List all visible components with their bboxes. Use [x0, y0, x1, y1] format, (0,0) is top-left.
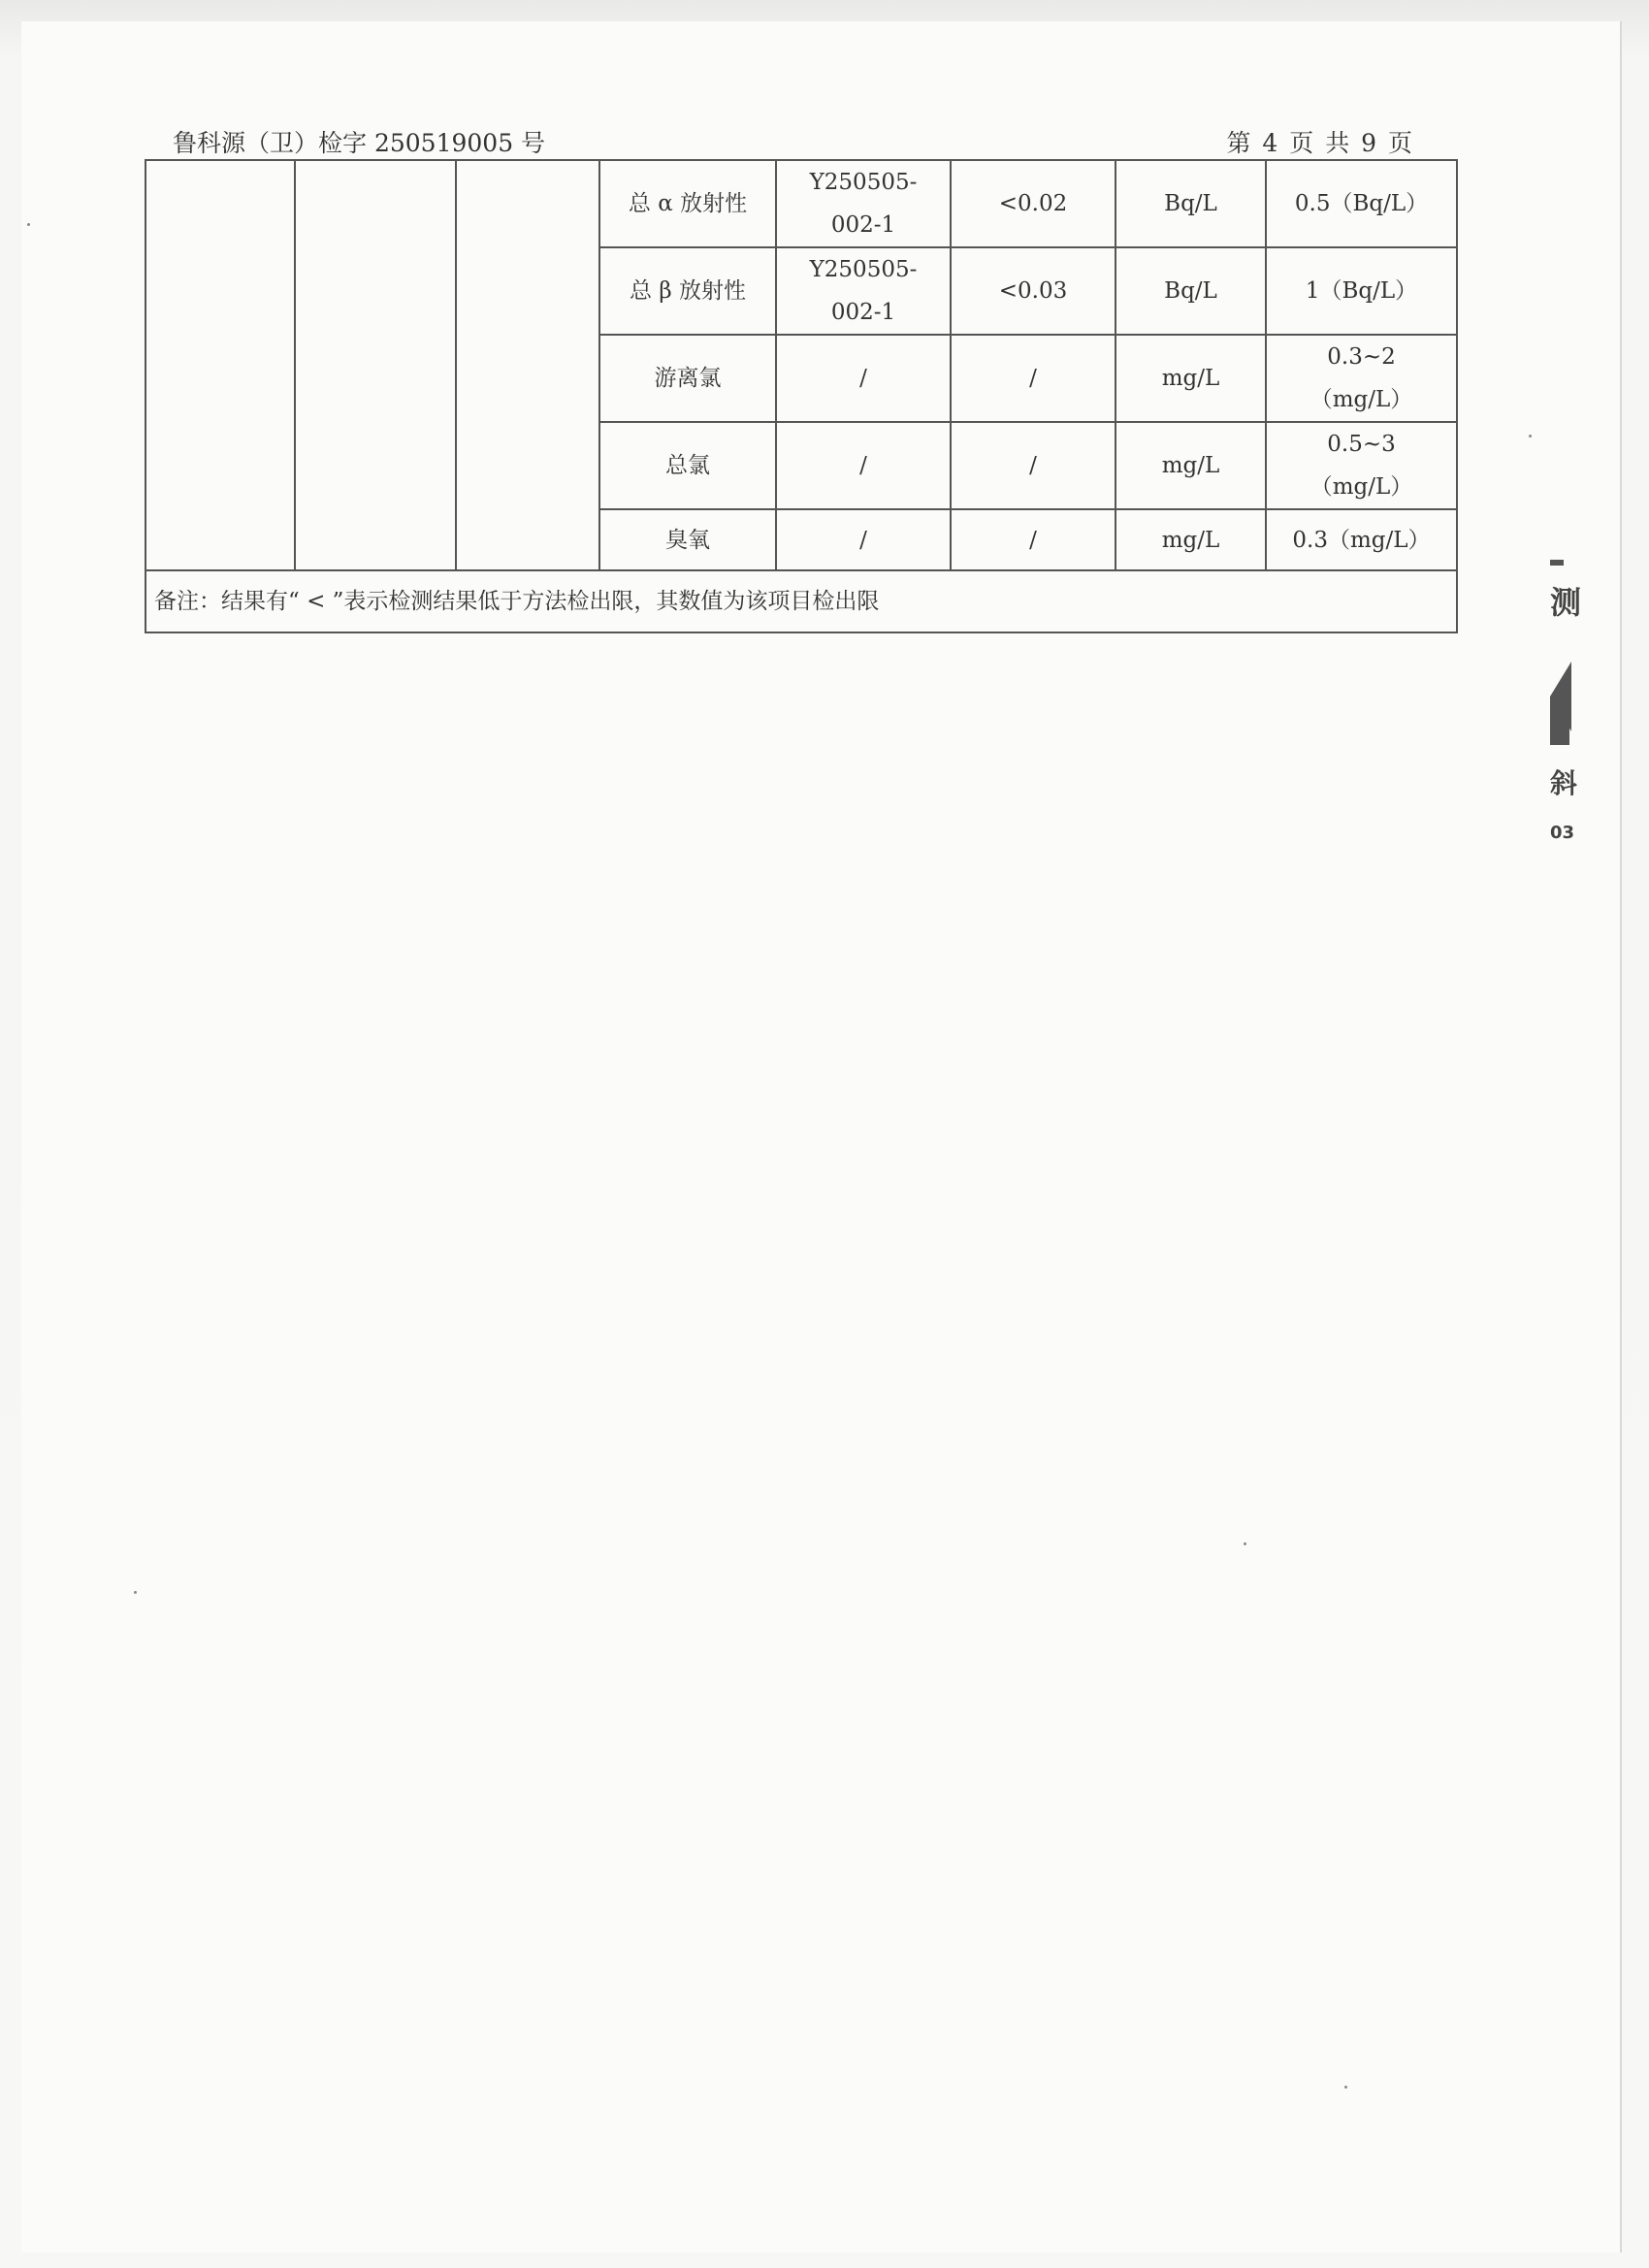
- unit: mg/L: [1116, 509, 1266, 570]
- limit-value: 0.5~3 （mg/L）: [1266, 422, 1457, 509]
- sample-id: Y250505- 002-1: [776, 247, 951, 335]
- unit: mg/L: [1116, 422, 1266, 509]
- report-number: 鲁科源（卫）检字 250519005 号: [173, 129, 546, 157]
- test-results-table: [145, 159, 1458, 633]
- table-row: [146, 570, 1457, 632]
- item-name: 总 α 放射性: [599, 160, 776, 247]
- unit: Bq/L: [1116, 160, 1266, 247]
- table-row: [146, 160, 1457, 247]
- merged-cell-category: [146, 160, 295, 570]
- unit: Bq/L: [1116, 247, 1266, 335]
- sample-id: /: [776, 509, 951, 570]
- merged-cell-standard: [295, 160, 456, 570]
- scan-speck: [1529, 435, 1532, 437]
- scan-speck: [1344, 2086, 1347, 2089]
- seal-fragment-block: [1550, 697, 1569, 745]
- seal-fragment-bar: [1550, 560, 1564, 566]
- unit: mg/L: [1116, 335, 1266, 422]
- limit-value: 0.3~2 （mg/L）: [1266, 335, 1457, 422]
- item-name: 游离氯: [599, 335, 776, 422]
- page-number: 第 4 页 共 9 页: [1226, 129, 1414, 157]
- seal-fragment-code: 03: [1550, 823, 1575, 843]
- limit-value: 0.3（mg/L）: [1266, 509, 1457, 570]
- result-value: /: [951, 422, 1116, 509]
- result-value: <0.03: [951, 247, 1116, 335]
- item-name: 总 β 放射性: [599, 247, 776, 335]
- seal-fragment-char: 测: [1550, 584, 1582, 621]
- sample-id: Y250505- 002-1: [776, 160, 951, 247]
- scan-speck: [134, 1591, 137, 1594]
- seal-fragment-char: 斜: [1550, 767, 1578, 799]
- limit-value: 0.5（Bq/L）: [1266, 160, 1457, 247]
- item-name: 臭氧: [599, 509, 776, 570]
- limit-value: 1（Bq/L）: [1266, 247, 1457, 335]
- scan-speck: [1244, 1542, 1246, 1545]
- scan-speck: [27, 223, 30, 226]
- merged-cell-sample-type: [456, 160, 599, 570]
- result-value: /: [951, 335, 1116, 422]
- item-name: 总氯: [599, 422, 776, 509]
- sample-id: /: [776, 335, 951, 422]
- remarks-note: 备注：结果有“ < ”表示检测结果低于方法检出限，其数值为该项目检出限: [146, 570, 1457, 632]
- result-value: /: [951, 509, 1116, 570]
- result-value: <0.02: [951, 160, 1116, 247]
- page-header: [173, 124, 1414, 159]
- sample-id: /: [776, 422, 951, 509]
